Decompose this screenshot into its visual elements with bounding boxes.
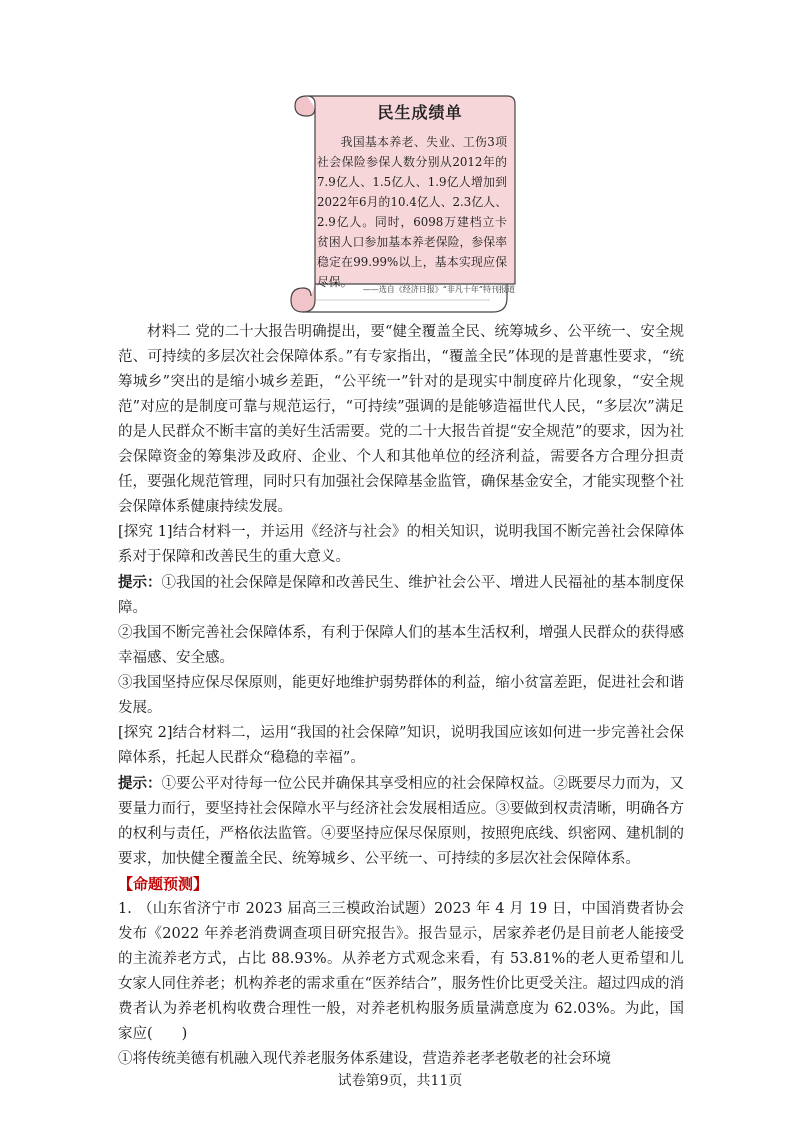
- question-number: 1.: [118, 901, 132, 917]
- hint-point-text: ①我国的社会保障是保障和改善民生、维护社会公平、增进人民福祉的基本制度保障。: [118, 575, 685, 616]
- main-content: [118, 320, 684, 1072]
- scroll-source: ——选自《经济日报》“非凡十年”特刊报道: [362, 285, 515, 294]
- page-footer: 试卷第9页，共11页: [337, 1073, 463, 1089]
- question-1-option-1: ①将传统美德有机融入现代养老服务体系建设，营造养老孝老敬老的社会环境: [118, 1051, 611, 1067]
- hint-label: 提示：: [118, 574, 162, 591]
- scroll-title: 民生成绩单: [377, 103, 463, 122]
- prediction-heading: 【命题预测】: [118, 875, 209, 893]
- scroll-illustration: [285, 88, 525, 316]
- explore-1-hint-point-3: ③我国坚持应保尽保原则，能更好地维护弱势群体的利益，缩小贫富差距，促进社会和谐发展。: [118, 675, 684, 716]
- hint-label: 提示：: [118, 775, 162, 792]
- question-1: [118, 897, 684, 1047]
- question-text: （山东省济宁市 2023 届高三三模政治试题）2023 年 4 月 19 日，中国消费者协会发布《2022 年养老消费调查项目研究报告》。报告显示，居家养老仍是目前老人能接受的主流养老方式，占比 88.93%。从养老方式观念来看，有 53.81%的老人更希望和儿女家人同住养老；机构养老的需求重在“医养结合”，服务性价比更受关注。超过四成的消费者认为养老机构收费合理性一般，对养老机构服务质量满意度为 62.03%。为此，国家应( ): [118, 901, 684, 1042]
- explore-1-question: [探究 1]结合材料一，并运用《经济与社会》的相关知识，说明我国不断完善社会保障体系对于保障和改善民生的重大意义。: [118, 524, 684, 565]
- scroll-body-text: 我国基本养老、失业、工伤3项社会保险参保人数分别从2012年的7.9亿人、1.5亿人、1.9亿人增加到2022年6月的10.4亿人、2.3亿人、2.9亿人。同时，6098万建档立卡贫困人口参加基本养老保险，参保率稳定在99.99%以上，基本实现应保尽保。: [317, 135, 507, 289]
- explore-2-hint: [118, 771, 684, 872]
- explore-1-hint-point-1: [118, 570, 684, 621]
- hint-text: ①要公平对待每一位公民并确保其享受相应的社会保障权益。②既要尽力而为，又要量力而行，要坚持社会保障水平与经济社会发展相适应。③要做到权责清晰，明确各方的权利与责任，严格依法监管。④要坚持应保尽保原则，按照兜底线、织密网、建机制的要求，加快健全覆盖全民、统筹城乡、公平统一、可持续的多层次社会保障体系。: [118, 776, 685, 867]
- material-two-paragraph: 材料二 党的二十大报告明确提出，要“健全覆盖全民、统筹城乡、公平统一、安全规范、可持续的多层次社会保障体系。”有专家指出，“覆盖全民”体现的是普惠性要求，“统筹城乡”突出的是缩小城乡差距，“公平统一”针对的是现实中制度碎片化现象，“安全规范”对应的是制度可靠与规范运行，“可持续”强调的是能够造福世代人民，“多层次”满足的是人民群众不断丰富的美好生活需要。党的二十大报告首提“安全规范”的要求，因为社会保障资金的筹集涉及政府、企业、个人和其他单位的经济利益，需要各方合理分担责任，要强化规范管理，同时只有加强社会保障基金监管，确保基金安全，才能实现整个社会保障体系健康持续发展。: [118, 324, 684, 515]
- explore-1-hint-point-2: ②我国不断完善社会保障体系，有利于保障人们的基本生活权利，增强人民群众的获得感幸福感、安全感。: [118, 625, 684, 666]
- explore-2-question: [探究 2]结合材料二，运用“我国的社会保障”知识，说明我国应该如何进一步完善社会保障体系，托起人民群众“稳稳的幸福”。: [118, 725, 684, 766]
